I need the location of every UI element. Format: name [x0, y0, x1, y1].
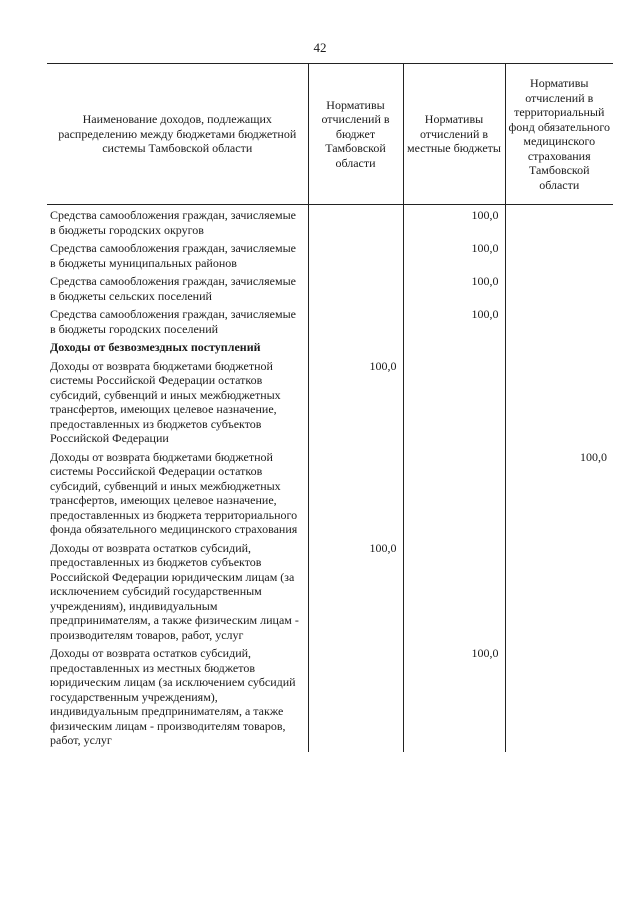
table-header-row: [47, 64, 613, 205]
row-local-value: [403, 541, 505, 647]
row-name: Средства самообложения граждан, зачисляемые в бюджеты сельских поселений: [50, 274, 296, 303]
row-name: Доходы от возврата бюджетами бюджетной системы Российской Федерации остатков субсидий, субвенций и иных межбюджетных трансфертов, имеющих целевое назначение, предоставленных из бюджета территориального фонда обязательного медицинского страхования: [50, 449, 298, 536]
table-row: [47, 646, 613, 752]
header-medical-insurance-fund: Нормативы отчислений в территориальный фонд обязательного медицинского страхования Тамбовской области: [505, 64, 613, 205]
row-name: Средства самообложения граждан, зачисляемые в бюджеты муниципальных районов: [50, 241, 296, 270]
row-regional-value: 100,0: [308, 541, 403, 647]
section-heading: Доходы от безвозмездных поступлений: [50, 340, 261, 354]
row-name: Доходы от возврата остатков субсидий, предоставленных из местных бюджетов юридическим лицам (за исключением субсидий государственным учреждениям), индивидуальным предпринимателям, а также физическим лицам - производителям товаров, работ, услуг: [50, 646, 296, 747]
row-regional-value: [308, 241, 403, 274]
table-row: [47, 450, 613, 541]
row-fund-value: [505, 241, 613, 274]
row-fund-value: [505, 359, 613, 450]
header-local-budgets: Нормативы отчислений в местные бюджеты: [403, 64, 505, 205]
table-row: [47, 274, 613, 307]
header-revenue-name: Наименование доходов, подлежащих распределению между бюджетами бюджетной системы Тамбовской области: [47, 64, 308, 205]
row-local-value: 100,0: [403, 205, 505, 242]
row-regional-value: [308, 450, 403, 541]
table-row: [47, 205, 613, 242]
row-regional-value: [308, 307, 403, 340]
row-name: Средства самообложения граждан, зачисляемые в бюджеты городских поселений: [50, 307, 296, 336]
table-row: [47, 340, 613, 359]
row-local-value: 100,0: [403, 307, 505, 340]
row-regional-value: 100,0: [308, 359, 403, 450]
row-fund-value: [505, 274, 613, 307]
row-local-value: 100,0: [403, 241, 505, 274]
page-number: 42: [313, 40, 327, 55]
row-fund-value: 100,0: [505, 450, 613, 541]
table-row: [47, 241, 613, 274]
row-name: Доходы от возврата бюджетами бюджетной системы Российской Федерации остатков субсидий, субвенций и иных межбюджетных трансфертов, имеющих целевое назначение, предоставленных из бюджетов субъектов Российской Федерации: [50, 358, 281, 445]
table-row: [47, 307, 613, 340]
revenue-distribution-table: [47, 63, 613, 752]
table-row: [47, 359, 613, 450]
row-local-value: 100,0: [403, 646, 505, 752]
row-regional-value: [308, 340, 403, 359]
row-fund-value: [505, 205, 613, 242]
table-row: [47, 541, 613, 647]
row-name: Доходы от возврата остатков субсидий, предоставленных из бюджетов субъектов Российской Федерации юридическим лицам (за исключением субсидий государственным учреждениям), индивидуальным предпринимателям, а также физическим лицам - производителям товаров, работ, услуг: [50, 540, 299, 642]
row-local-value: [403, 340, 505, 359]
row-regional-value: [308, 205, 403, 242]
row-local-value: [403, 450, 505, 541]
row-fund-value: [505, 541, 613, 647]
row-regional-value: [308, 646, 403, 752]
header-regional-budget: Нормативы отчислений в бюджет Тамбовской области: [308, 64, 403, 205]
row-fund-value: [505, 307, 613, 340]
row-fund-value: [505, 340, 613, 359]
row-name: Средства самообложения граждан, зачисляемые в бюджеты городских округов: [50, 208, 296, 237]
row-local-value: [403, 359, 505, 450]
row-local-value: 100,0: [403, 274, 505, 307]
row-regional-value: [308, 274, 403, 307]
row-fund-value: [505, 646, 613, 752]
